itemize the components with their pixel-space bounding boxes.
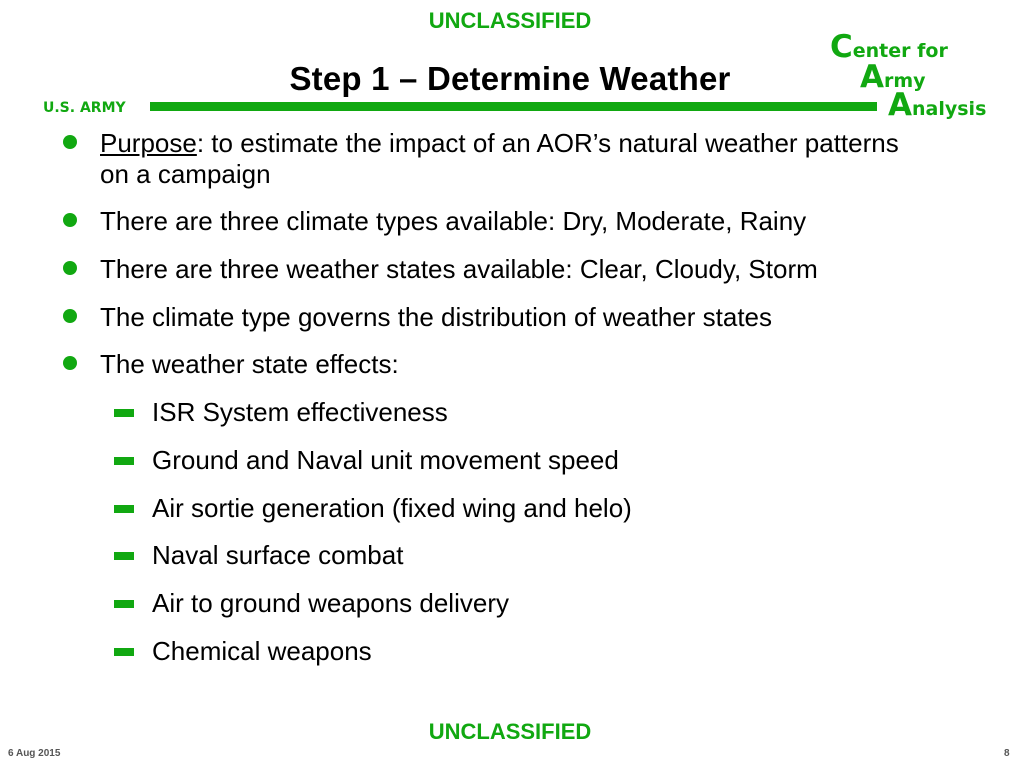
- logo-text-3: nalysis: [912, 98, 987, 120]
- bullet-text: There are three climate types available: Dry, Moderate, Rainy: [100, 206, 807, 236]
- classification-banner-bottom: UNCLASSIFIED: [428, 719, 592, 744]
- dash-bullet-icon: [114, 648, 134, 656]
- bullet-dot-icon: [63, 213, 77, 227]
- purpose-text: : to estimate the impact of an AOR’s natural weather patterns on a campaign: [100, 128, 899, 189]
- sub-bullet-text: Ground and Naval unit movement speed: [152, 445, 619, 475]
- bullet-dot-icon: [63, 356, 77, 370]
- logo-text-1: enter for: [852, 40, 948, 62]
- logo-cap-a1: A: [860, 59, 884, 95]
- purpose-label: Purpose: [100, 128, 197, 158]
- logo-text-2: rmy: [884, 70, 926, 92]
- bullet-text: The climate type governs the distribution of weather states: [100, 302, 773, 332]
- bullet-text: There are three weather states available: Clear, Cloudy, Storm: [100, 254, 818, 284]
- us-army-label: U.S. ARMY: [43, 100, 126, 116]
- bullet-text: [100, 128, 900, 190]
- dash-bullet-icon: [114, 457, 134, 465]
- logo-cap-c: C: [830, 29, 853, 65]
- footer-date: 6 Aug 2015: [8, 748, 61, 759]
- sub-bullet-text: Chemical weapons: [152, 636, 372, 666]
- dash-bullet-icon: [114, 552, 134, 560]
- sub-bullet-text: Air sortie generation (fixed wing and helo): [152, 493, 632, 523]
- bullet-dot-icon: [63, 135, 77, 149]
- sub-bullet-text: Air to ground weapons delivery: [152, 588, 509, 618]
- header-divider: [150, 102, 877, 111]
- page-number: 8: [1004, 748, 1010, 759]
- logo-cap-a2: A: [888, 87, 912, 123]
- dash-bullet-icon: [114, 600, 134, 608]
- bullet-dot-icon: [63, 309, 77, 323]
- bullet-dot-icon: [63, 261, 77, 275]
- dash-bullet-icon: [114, 505, 134, 513]
- dash-bullet-icon: [114, 409, 134, 417]
- logo-line-3: [888, 87, 986, 123]
- classification-banner-top: UNCLASSIFIED: [428, 8, 592, 33]
- sub-bullet-text: ISR System effectiveness: [152, 397, 448, 427]
- slide-title: Step 1 – Determine Weather: [289, 60, 731, 97]
- sub-bullet-text: Naval surface combat: [152, 540, 404, 570]
- bullet-text: The weather state effects:: [100, 349, 399, 379]
